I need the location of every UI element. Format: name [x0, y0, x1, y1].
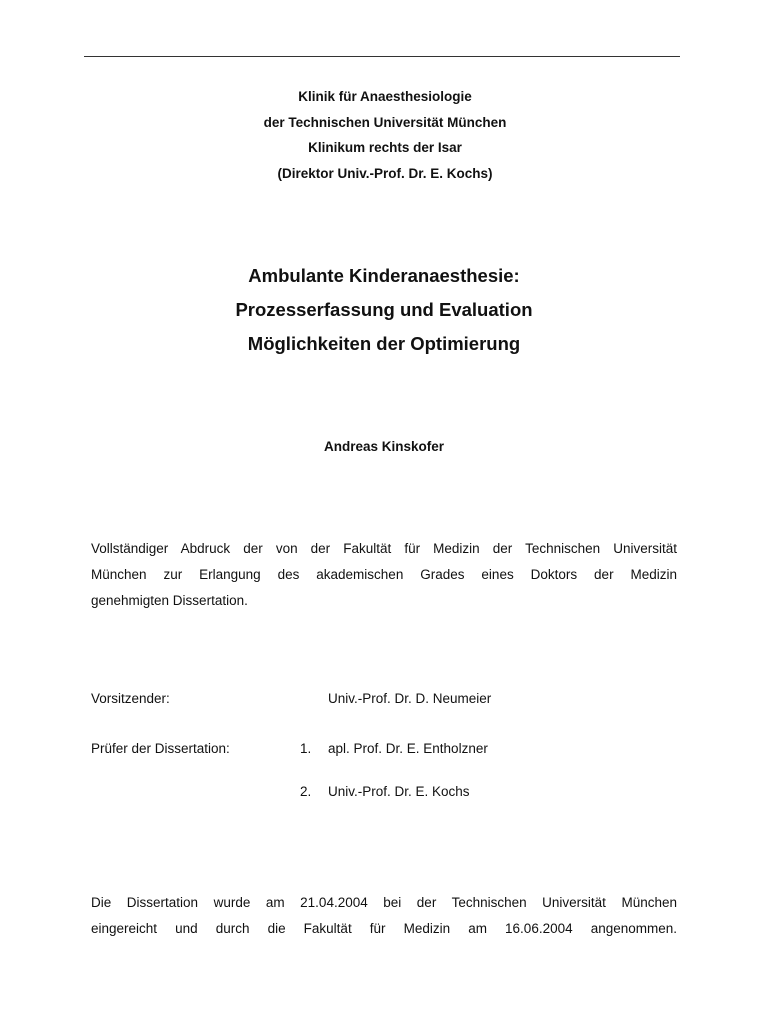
title-line-1: Ambulante Kinderanaesthesie: — [248, 265, 520, 286]
examiner-2-number: 2. — [300, 784, 312, 799]
submission-statement — [91, 890, 677, 942]
statement-line-3: genehmigten Dissertation. — [91, 593, 248, 608]
statement-line-1: Vollständiger Abdruck der von der Fakultät für Medizin der Technischen Universität — [91, 541, 677, 556]
submission-line-1: Die Dissertation wurde am 21.04.2004 bei der Technischen Universität München — [91, 895, 677, 910]
document-title — [0, 259, 768, 361]
institution-block — [0, 84, 770, 186]
institution-line-director: (Direktor Univ.-Prof. Dr. E. Kochs) — [277, 165, 493, 181]
chair-label: Vorsitzender: — [91, 691, 170, 706]
dissertation-statement — [91, 536, 677, 614]
examiners-label: Prüfer der Dissertation: — [91, 741, 230, 756]
title-line-2: Prozesserfassung und Evaluation — [235, 299, 533, 320]
examiner-1-number: 1. — [300, 741, 312, 756]
institution-line-hospital: Klinikum rechts der Isar — [308, 140, 462, 155]
institution-line-clinic: Klinik für Anaesthesiologie — [298, 89, 472, 104]
header-rule — [84, 56, 680, 57]
title-line-3: Möglichkeiten der Optimierung — [247, 333, 521, 354]
statement-line-2: München zur Erlangung des akademischen Grades eines Doktors der Medizin — [91, 567, 677, 582]
examiner-1-name: apl. Prof. Dr. E. Entholzner — [328, 741, 488, 756]
author-name: Andreas Kinskofer — [323, 439, 445, 454]
submission-line-2: eingereicht und durch die Fakultät für Medizin am 16.06.2004 angenommen. — [91, 921, 677, 936]
examiner-2-name: Univ.-Prof. Dr. E. Kochs — [328, 784, 470, 799]
institution-line-university: der Technischen Universität München — [263, 114, 507, 130]
chair-name: Univ.-Prof. Dr. D. Neumeier — [328, 691, 492, 706]
